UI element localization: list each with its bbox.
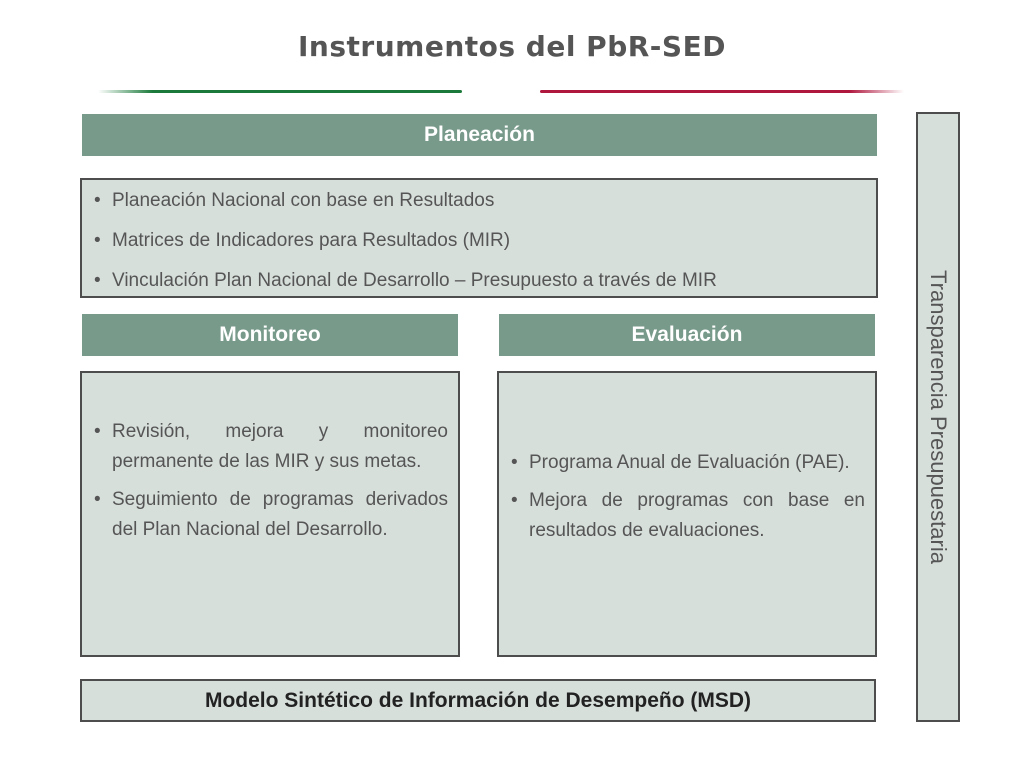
evaluacion-item	[507, 448, 865, 478]
planeacion-item	[90, 226, 866, 256]
evaluacion-list	[507, 448, 865, 546]
title-rule-red	[540, 90, 904, 93]
planeacion-list	[90, 186, 866, 296]
evaluacion-item	[507, 486, 865, 546]
planeacion-item-text: Planeación Nacional con base en Resultados	[112, 190, 495, 211]
bullet-icon: •	[94, 190, 101, 211]
bullet-icon: •	[94, 270, 101, 291]
bullet-icon: •	[94, 421, 101, 442]
bullet-icon: •	[511, 452, 518, 473]
monitoreo-item	[90, 417, 448, 477]
evaluacion-item-text: Programa Anual de Evaluación (PAE).	[529, 452, 850, 473]
slide-title: Instrumentos del PbR-SED	[298, 30, 726, 63]
planeacion-header: Planeación	[82, 114, 877, 156]
transparencia-panel	[916, 112, 960, 722]
monitoreo-panel	[80, 371, 460, 657]
planeacion-panel	[80, 178, 878, 298]
evaluacion-header: Evaluación	[499, 314, 875, 356]
bullet-icon: •	[94, 230, 101, 251]
planeacion-item-text: Vinculación Plan Nacional de Desarrollo – Presupuesto a través de MIR	[112, 270, 717, 291]
monitoreo-list	[90, 417, 448, 545]
bullet-icon: •	[511, 490, 518, 511]
planeacion-item-text: Matrices de Indicadores para Resultados (MIR)	[112, 230, 511, 251]
transparencia-label: Transparencia Presupuestaria	[926, 270, 951, 564]
monitoreo-item-text: Revisión, mejora y monitoreo permanente de las MIR y sus metas.	[112, 421, 448, 472]
title-rule-green	[98, 90, 462, 93]
monitoreo-item-text: Seguimiento de programas derivados del Plan Nacional del Desarrollo.	[112, 489, 448, 540]
bullet-icon: •	[94, 489, 101, 510]
planeacion-item	[90, 186, 866, 216]
msd-label: Modelo Sintético de Información de Desempeño (MSD)	[204, 688, 752, 712]
evaluacion-panel	[497, 371, 877, 657]
msd-panel	[80, 679, 876, 722]
evaluacion-item-text: Mejora de programas con base en resultados de evaluaciones.	[529, 490, 865, 541]
monitoreo-item	[90, 485, 448, 545]
monitoreo-header: Monitoreo	[82, 314, 458, 356]
planeacion-item	[90, 266, 866, 296]
